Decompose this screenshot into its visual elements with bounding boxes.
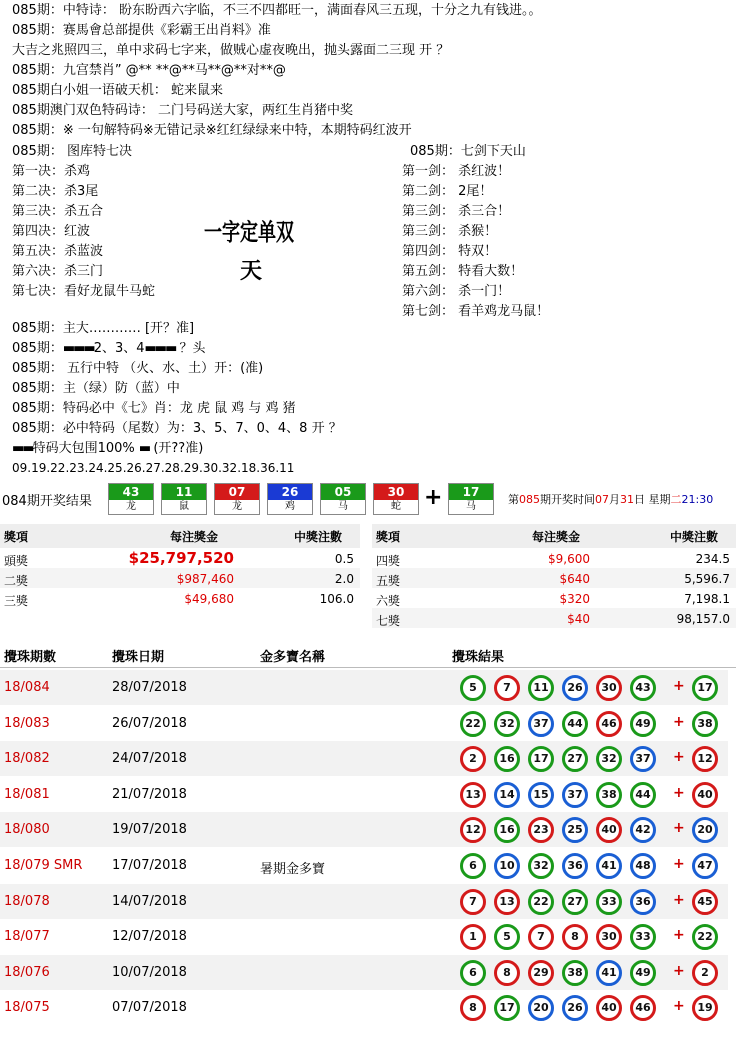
result-ball: 27 [562, 746, 588, 772]
ball-number: 17 [449, 484, 493, 500]
jue-item: 第五决：杀蓝波 [12, 244, 104, 259]
special-result-ball: 20 [692, 817, 718, 843]
result-ball: 44 [630, 782, 656, 808]
result-ball: 25 [562, 817, 588, 843]
jian-item: 第五剑： 特看大数！ [402, 264, 524, 279]
jue-item: 第一决：杀鸡 [12, 164, 91, 179]
ball-number: 05 [321, 484, 365, 500]
result-ball: 2 [460, 746, 486, 772]
draw-date: 07/07/2018 [112, 1000, 187, 1016]
bar-glyph: ▬ [138, 441, 150, 456]
prize-count: 234.5 [695, 552, 730, 566]
result-ball: 38 [596, 782, 622, 808]
prize-amount: $640 [559, 572, 590, 586]
poem-line: 085期：中特诗： 盼东盼西六字临，不三不四都旺一，满面春风三五现，十分之九有钱进。。 [12, 3, 542, 18]
result-ball: 8 [460, 995, 486, 1021]
result-ball: 8 [494, 960, 520, 986]
draw-date: 14/07/2018 [112, 893, 187, 909]
line-text: 085期： 五行中特 （火、水、土）开：(准) [12, 361, 264, 376]
draw-period[interactable]: 18/084 [4, 680, 50, 695]
draw-label: 084期开奖结果 [2, 494, 92, 509]
line-text: 2、3、4 [93, 341, 145, 356]
lower-line [12, 400, 296, 417]
result-ball: 37 [528, 711, 554, 737]
poem-line: 085期：赛馬會总部提供《彩霸王出肖料》准 [12, 23, 271, 38]
center-slogan: 一字定单双 [204, 219, 294, 247]
result-ball: 46 [630, 995, 656, 1021]
result-ball: 32 [494, 711, 520, 737]
prize-item: 七獎 [376, 614, 401, 628]
result-ball: 33 [596, 889, 622, 915]
result-ball: 37 [562, 782, 588, 808]
jue-title: 085期： 图库特七决 [12, 144, 132, 159]
result-ball: 40 [596, 995, 622, 1021]
jian-item: 第三剑： 杀三合！ [402, 204, 511, 219]
special-result-ball: 12 [692, 746, 718, 772]
result-ball: 40 [596, 817, 622, 843]
prize-row [372, 568, 736, 588]
draw-date: 19/07/2018 [112, 822, 187, 838]
result-ball: 20 [528, 995, 554, 1021]
draw-period[interactable]: 18/075 [4, 1000, 50, 1016]
result-ball: 32 [528, 853, 554, 879]
result-ball: 12 [460, 817, 486, 843]
lower-line [12, 420, 342, 437]
jue-item: 第三决：杀五合 [12, 204, 104, 219]
special-result-ball: 2 [692, 960, 718, 986]
prize-item: 二獎 [4, 574, 29, 588]
result-ball: 13 [494, 889, 520, 915]
jian-title: 085期：七剑下天山 [410, 144, 526, 159]
result-ball: 32 [596, 746, 622, 772]
poem-line: 085期：※ 一句解特码※无错记录※红红绿绿来中特，本期特码红波开 [12, 123, 412, 138]
ball-number: 26 [268, 484, 312, 500]
draw-period[interactable]: 18/078 [4, 893, 50, 909]
prize-row [0, 568, 360, 588]
draw-date: 21/07/2018 [112, 786, 187, 802]
draw-date: 17/07/2018 [112, 858, 187, 873]
poem-line: 085期白小姐一语破天机： 蛇来鼠来 [12, 83, 223, 98]
result-ball: 49 [630, 960, 656, 986]
draw-ball [108, 483, 154, 515]
draw-period[interactable]: 18/079 SMR [4, 858, 83, 873]
prize-amount: $25,797,520 [128, 549, 234, 567]
result-ball: 30 [596, 924, 622, 950]
jue-item: 第二决：杀3尾 [12, 184, 99, 199]
result-ball: 7 [460, 889, 486, 915]
result-ball: 36 [630, 889, 656, 915]
draw-period[interactable]: 18/076 [4, 964, 50, 980]
line-text: 085期：特码必中《七》肖：龙 虎 鼠 鸡 与 鸡 猪 [12, 401, 296, 416]
ball-zodiac: 马 [338, 501, 348, 512]
result-row [0, 884, 728, 919]
result-ball: 22 [460, 711, 486, 737]
results-header: 攪珠期數 攪珠日期 金多寶名稱 攪珠結果 [0, 644, 736, 668]
result-row [0, 955, 728, 990]
plus-sign: + [673, 998, 685, 1015]
bar-glyph: ▬▬▬ [62, 341, 94, 356]
jian-item: 第三剑： 杀猴！ [402, 224, 498, 239]
draw-period[interactable]: 18/082 [4, 751, 50, 767]
draw-period[interactable]: 18/080 [4, 822, 50, 838]
prize-item: 六獎 [376, 594, 401, 608]
next-weekday: 二 [670, 493, 682, 506]
result-ball: 16 [494, 817, 520, 843]
jue-item: 第七决：看好龙鼠牛马蛇 [12, 284, 156, 299]
prize-count: 106.0 [319, 592, 354, 606]
result-ball: 48 [630, 853, 656, 879]
jian-item: 第二剑： 2尾！ [402, 184, 493, 199]
draw-period[interactable]: 18/081 [4, 786, 50, 802]
prize-row [372, 608, 736, 628]
prize-header: 獎項 每注獎金 中獎注數 [0, 524, 360, 548]
lower-line [12, 320, 194, 337]
special-result-ball: 45 [692, 889, 718, 915]
prize-row [0, 548, 360, 568]
result-row [0, 741, 728, 776]
result-ball: 17 [528, 746, 554, 772]
draw-date: 10/07/2018 [112, 964, 187, 980]
center-slogan-2: 天 [240, 258, 263, 284]
poem-line: 大吉之兆照四三，单中求码七字来，做贼心虚夜晚出，抛头露面二三现 开 ？ [12, 43, 450, 58]
result-row [0, 670, 728, 705]
draw-date: 12/07/2018 [112, 929, 187, 945]
lower-line [12, 380, 180, 397]
prize-count: 0.5 [334, 552, 354, 566]
result-ball: 29 [528, 960, 554, 986]
ball-zodiac: 鼠 [179, 501, 189, 512]
line-text: 特码大包围100% [32, 441, 139, 456]
prize-item: 三獎 [4, 594, 29, 608]
plus-sign: + [673, 678, 685, 694]
ball-number: 43 [109, 484, 153, 500]
jian-item: 第四剑： 特双！ [402, 244, 498, 259]
ball-zodiac: 马 [466, 501, 476, 512]
ball-number: 11 [162, 484, 206, 500]
result-row [0, 777, 728, 812]
prize-item: 頭獎 [4, 554, 29, 568]
poem-line: 085期澳门双色特码诗： 二门号码送大家，两红生肖猪中奖 [12, 103, 353, 118]
prize-amount: $987,460 [176, 572, 234, 586]
result-row [0, 990, 728, 1025]
plus-sign: + [673, 784, 685, 801]
result-row [0, 848, 728, 883]
result-ball: 6 [460, 853, 486, 879]
prize-item: 五獎 [376, 574, 401, 588]
prize-row [372, 588, 736, 608]
draw-ball [320, 483, 366, 515]
next-month: 07 [595, 493, 609, 506]
jian-item: 第一剑： 杀红波！ [402, 164, 511, 179]
lower-line [12, 440, 203, 457]
prize-amount: $320 [559, 592, 590, 606]
result-ball: 17 [494, 995, 520, 1021]
line-text: (开??准) [149, 441, 204, 456]
result-row [0, 706, 728, 741]
jian-item: 第七剑： 看羊鸡龙马鼠！ [402, 304, 550, 319]
result-ball: 16 [494, 746, 520, 772]
prize-item: 四獎 [376, 554, 401, 568]
ball-zodiac: 蛇 [391, 501, 401, 512]
draw-ball [373, 483, 419, 515]
result-ball: 26 [562, 675, 588, 701]
line-text: 09.19.22.23.24.25.26.27.28.29.30.32.18.36.11 [12, 461, 295, 475]
jue-item: 第六决：杀三门 [12, 264, 104, 279]
special-result-ball: 38 [692, 711, 718, 737]
next-time: 21:30 [681, 493, 714, 506]
plus-sign: + [673, 820, 685, 837]
special-result-ball: 47 [692, 853, 718, 879]
next-day: 31 [620, 493, 634, 506]
jian-item: 第六剑： 杀一门！ [402, 284, 511, 299]
prize-count: 7,198.1 [684, 592, 730, 606]
line-text: 085期：主大………… [开？准] [12, 321, 195, 336]
lower-line [12, 340, 206, 357]
lower-line [12, 460, 294, 477]
next-period: 085 [519, 493, 540, 506]
result-ball: 7 [494, 675, 520, 701]
next-draw-info: 第085期开奖时间07月31日 星期二21:30 [508, 493, 714, 506]
prize-amount: $49,680 [184, 592, 234, 606]
result-ball: 41 [596, 853, 622, 879]
result-ball: 23 [528, 817, 554, 843]
special-result-ball: 40 [692, 782, 718, 808]
ball-zodiac: 龙 [126, 501, 136, 512]
draw-date: 26/07/2018 [112, 715, 187, 731]
result-ball: 33 [630, 924, 656, 950]
result-ball: 15 [528, 782, 554, 808]
prize-count: 5,596.7 [684, 572, 730, 586]
draw-ball [267, 483, 313, 515]
prize-amount: $9,600 [548, 552, 590, 566]
result-ball: 30 [596, 675, 622, 701]
ball-number: 30 [374, 484, 418, 500]
special-result-ball: 19 [692, 995, 718, 1021]
result-ball: 43 [630, 675, 656, 701]
draw-ball [214, 483, 260, 515]
result-ball: 36 [562, 853, 588, 879]
result-ball: 41 [596, 960, 622, 986]
result-ball: 5 [460, 675, 486, 701]
draw-period[interactable]: 18/077 [4, 929, 50, 945]
ball-zodiac: 鸡 [285, 501, 295, 512]
plus-sign: + [424, 485, 443, 510]
plus-sign: + [673, 713, 685, 730]
result-ball: 49 [630, 711, 656, 737]
result-ball: 7 [528, 924, 554, 950]
special-ball [448, 483, 494, 515]
result-ball: 37 [630, 746, 656, 772]
prize-row [0, 588, 360, 608]
line-text: 085期： [12, 341, 63, 356]
result-ball: 44 [562, 711, 588, 737]
result-ball: 8 [562, 924, 588, 950]
draw-date: 28/07/2018 [112, 680, 187, 695]
special-result-ball: 22 [692, 924, 718, 950]
special-result-ball: 17 [692, 675, 718, 701]
lower-line [12, 360, 263, 377]
result-ball: 14 [494, 782, 520, 808]
plus-sign: + [673, 749, 685, 766]
result-ball: 11 [528, 675, 554, 701]
bar-glyph: ▬▬▬ [144, 341, 176, 356]
result-ball: 38 [562, 960, 588, 986]
draw-period[interactable]: 18/083 [4, 715, 50, 731]
prize-row [372, 548, 736, 568]
result-ball: 42 [630, 817, 656, 843]
plus-sign: + [673, 962, 685, 979]
result-ball: 10 [494, 853, 520, 879]
draw-result-row [0, 481, 736, 517]
prize-amount: $40 [567, 612, 590, 626]
bar-glyph: ▬▬ [12, 441, 33, 456]
result-ball: 5 [494, 924, 520, 950]
result-ball: 1 [460, 924, 486, 950]
prize-header: 獎項 每注獎金 中獎注數 [372, 524, 736, 548]
prize-table-left [0, 524, 360, 608]
ball-zodiac: 龙 [232, 501, 242, 512]
result-row [0, 812, 728, 847]
line-text: ？头 [175, 341, 206, 356]
result-ball: 26 [562, 995, 588, 1021]
prize-table-right [372, 524, 736, 628]
plus-sign: + [673, 856, 685, 872]
draw-date: 24/07/2018 [112, 751, 187, 767]
draw-name: 暑期金多寶 [260, 862, 326, 877]
plus-sign: + [673, 927, 685, 944]
result-ball: 22 [528, 889, 554, 915]
result-ball: 6 [460, 960, 486, 986]
result-ball: 46 [596, 711, 622, 737]
jue-item: 第四决：红波 [12, 224, 91, 239]
result-ball: 27 [562, 889, 588, 915]
prize-count: 2.0 [334, 572, 354, 586]
draw-ball [161, 483, 207, 515]
prize-count: 98,157.0 [676, 612, 730, 626]
ball-number: 07 [215, 484, 259, 500]
line-text: 085期：必中特码（尾数）为：3、5、7、0、4、8 开 ？ [12, 421, 342, 436]
poem-line: 085期：九宫禁肖” @** **@**马**@**对**@ [12, 63, 286, 78]
result-ball: 13 [460, 782, 486, 808]
result-row [0, 919, 728, 954]
plus-sign: + [673, 891, 685, 908]
line-text: 085期：主（绿）防（蓝）中 [12, 381, 180, 396]
